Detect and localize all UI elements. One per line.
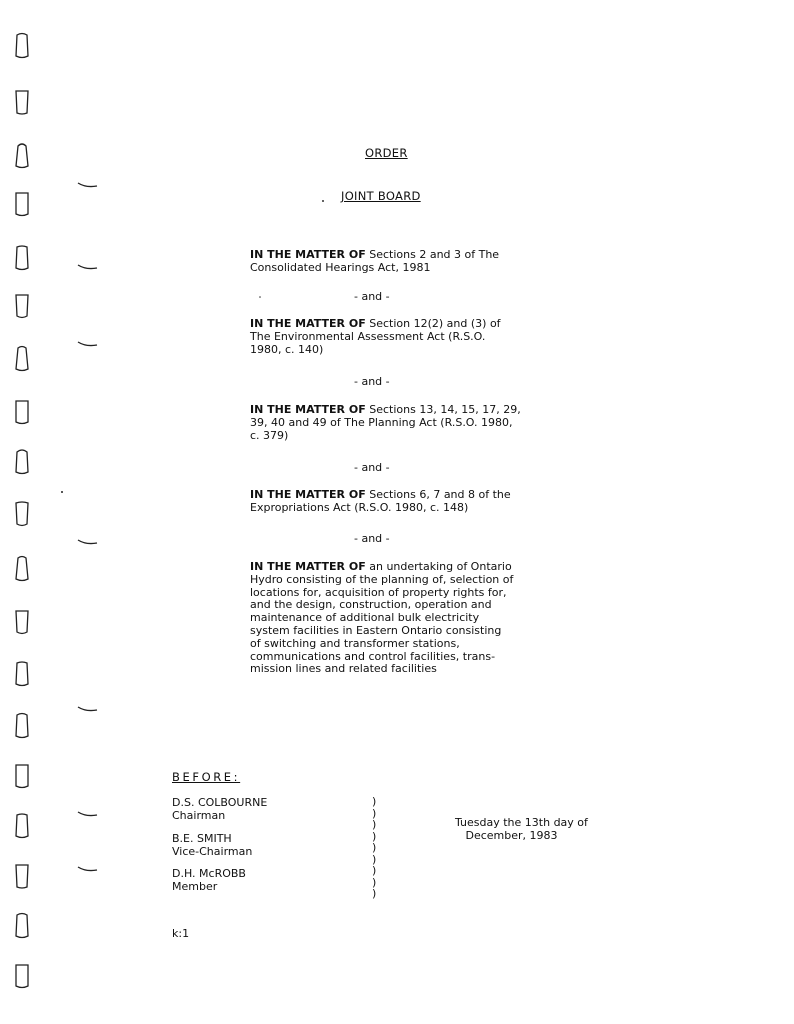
- member-name: D.S. COLBOURNE: [172, 796, 268, 809]
- binder-hole-icon: [13, 812, 31, 840]
- file-reference: k:1: [172, 927, 190, 940]
- binder-hole-icon: [13, 660, 31, 688]
- bracket-column: ) ) ) ) ) ) ) ) ): [372, 795, 377, 900]
- matter-line: Hydro consisting of the planning of, selection of: [250, 572, 514, 586]
- board-member: [172, 833, 252, 859]
- matter-paragraph: [250, 318, 595, 356]
- matter-line: of switching and transformer stations,: [250, 636, 460, 650]
- matter-lead: IN THE MATTER OF: [250, 317, 366, 330]
- binder-hole-icon: [13, 292, 31, 320]
- page-title: ORDER: [365, 146, 408, 160]
- matter-line: 1980, c. 140): [250, 342, 324, 356]
- matter-line: 39, 40 and 49 of The Planning Act (R.S.O. 1980,: [250, 415, 513, 429]
- binder-hole-icon: [13, 862, 31, 890]
- matter-paragraph: [250, 489, 595, 515]
- binder-hole-icon: [13, 500, 31, 528]
- and-separator: - and -: [354, 290, 390, 303]
- matter-line: The Environmental Assessment Act (R.S.O.: [250, 329, 486, 343]
- binder-hole-icon: [13, 244, 31, 272]
- date-line: December, 1983: [465, 828, 558, 842]
- binder-hole-icon: [13, 345, 31, 373]
- binder-hole-icon: [13, 88, 31, 116]
- matter-line: and the design, construction, operation and: [250, 598, 492, 612]
- matter-lead: IN THE MATTER OF: [250, 248, 366, 261]
- binder-hole-icon: [13, 555, 31, 583]
- binder-hole-icon: [13, 712, 31, 740]
- matter-paragraph: [250, 404, 595, 442]
- matter-line: system facilities in Eastern Ontario consisting: [250, 623, 502, 637]
- binder-hole-icon: [13, 608, 31, 636]
- board-name: JOINT BOARD: [341, 189, 421, 203]
- member-role: Chairman: [172, 808, 226, 822]
- board-member: [172, 868, 246, 894]
- member-role: Member: [172, 879, 218, 893]
- binder-hole-icon: [13, 190, 31, 218]
- matter-line: Consolidated Hearings Act, 1981: [250, 260, 431, 274]
- binder-hole-icon: [13, 912, 31, 940]
- binder-hole-icon: [13, 448, 31, 476]
- matter-line: c. 379): [250, 428, 289, 442]
- matter-line: Sections 2 and 3 of The: [365, 248, 500, 261]
- matter-paragraph: [250, 249, 595, 275]
- matter-line: Sections 6, 7 and 8 of the: [365, 488, 511, 501]
- matter-line: communications and control facilities, trans-: [250, 649, 496, 663]
- order-date: [455, 817, 588, 843]
- member-name: D.H. McROBB: [172, 867, 246, 880]
- matter-line: an undertaking of Ontario: [365, 560, 512, 573]
- board-member: [172, 797, 267, 823]
- matter-lead: IN THE MATTER OF: [250, 403, 366, 416]
- matter-lead: IN THE MATTER OF: [250, 560, 366, 573]
- matter-lead: IN THE MATTER OF: [250, 488, 366, 501]
- matter-line: mission lines and related facilities: [250, 662, 437, 676]
- binder-hole-icon: [13, 142, 31, 170]
- before-label: BEFORE:: [172, 770, 241, 784]
- binder-hole-icon: [13, 962, 31, 990]
- and-separator: - and -: [354, 375, 390, 388]
- member-name: B.E. SMITH: [172, 832, 232, 845]
- matter-line: Section 12(2) and (3) of: [365, 317, 501, 330]
- date-line: Tuesday the 13th day of: [455, 816, 588, 829]
- member-role: Vice-Chairman: [172, 844, 253, 858]
- matter-line: Expropriations Act (R.S.O. 1980, c. 148): [250, 500, 469, 514]
- binder-hole-icon: [13, 32, 31, 60]
- and-separator: - and -: [354, 461, 390, 474]
- matter-line: locations for, acquisition of property rights for,: [250, 585, 507, 599]
- matter-line: Sections 13, 14, 15, 17, 29,: [365, 403, 521, 416]
- binder-holes: [13, 0, 53, 1024]
- matter-paragraph: [250, 561, 595, 676]
- binder-hole-icon: [13, 398, 31, 426]
- and-separator: - and -: [354, 532, 390, 545]
- binder-hole-icon: [13, 762, 31, 790]
- matter-line: maintenance of additional bulk electricity: [250, 611, 480, 625]
